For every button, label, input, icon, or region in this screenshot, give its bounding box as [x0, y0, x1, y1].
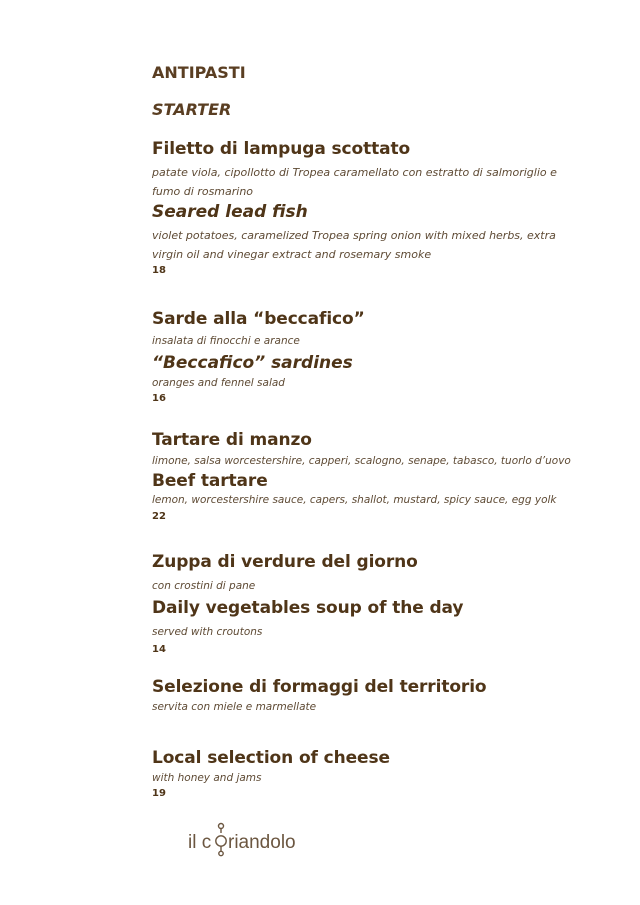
dish-name-it: Zuppa di verdure del giorno [152, 552, 418, 572]
restaurant-logo [188, 822, 318, 858]
dish-name-en: Beef tartare [152, 471, 268, 491]
dish-desc-it: patate viola, cipollotto di Tropea caramellato con estratto di salmoriglio e fumo di rosmarino [152, 166, 557, 198]
dish-desc-it: insalata di finocchi e arance [152, 335, 300, 347]
logo-text-prefix: il c [188, 832, 212, 853]
dish-desc-en: lemon, worcestershire sauce, capers, shallot, mustard, spicy sauce, egg yolk [152, 494, 557, 506]
dish-price: 14 [152, 644, 166, 655]
dish-desc-it: con crostini di pane [152, 580, 256, 592]
dish-name-en: “Beccafico” sardines [152, 353, 353, 373]
dish-desc-en: served with croutons [152, 626, 263, 638]
dish-desc-en: violet potatoes, caramelized Tropea spring onion with mixed herbs, extra virgin oil and vinegar extract and rosemary smoke [152, 229, 556, 261]
logo-text-suffix: riandolo [228, 832, 296, 853]
logo-ornament-icon [216, 824, 226, 856]
dish-desc-en: with honey and jams [152, 772, 262, 784]
dish-desc-it: servita con miele e marmellate [152, 701, 317, 713]
dish-name-en: Local selection of cheese [152, 748, 390, 768]
dish-name-en: Seared lead fish [152, 202, 308, 222]
dish-price: 18 [152, 265, 166, 276]
dish-name-it: Selezione di formaggi del territorio [152, 677, 487, 697]
coriandolo-logo-icon [188, 822, 318, 858]
dish-desc-it: limone, salsa worcestershire, capperi, scalogno, senape, tabasco, tuorlo d’uovo [152, 455, 571, 467]
dish-name-en: Daily vegetables soup of the day [152, 598, 464, 618]
dish-price: 16 [152, 393, 166, 404]
dish-price: 19 [152, 788, 166, 799]
dish-desc-en: oranges and fennel salad [152, 377, 285, 389]
section-title: ANTIPASTI [152, 63, 246, 82]
section-subtitle: STARTER [152, 100, 232, 119]
dish-name-it: Tartare di manzo [152, 430, 312, 450]
dish-name-it: Filetto di lampuga scottato [152, 139, 411, 159]
dish-price: 22 [152, 511, 166, 522]
dish-name-it: Sarde alla “beccafico” [152, 309, 365, 329]
